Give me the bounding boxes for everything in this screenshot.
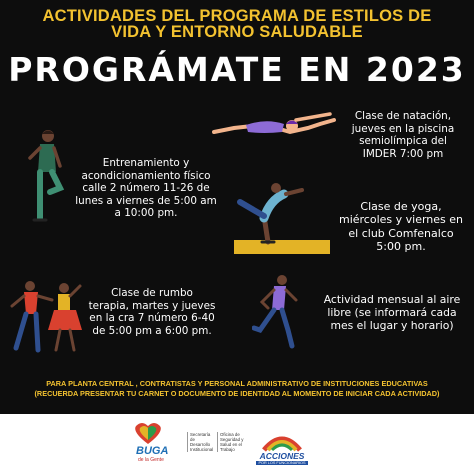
stretching-woman-illustration [26,126,66,224]
logo-divider [217,432,218,452]
monthly-line: libre (se informará cada [327,306,457,319]
header-line-2: VIDA Y ENTORNO SALUDABLE [111,23,363,41]
acciones-logo-text: ACCIONES [259,451,305,461]
gym-line: calle 2 número 11-26 de [82,182,210,195]
swimming-line: Clase de natación, [354,110,452,122]
page-title: PROGRÁMATE EN 2023 [8,50,466,89]
gym-line: lunes a viernes de 5:00 am [75,194,217,207]
swimming-info [338,110,468,160]
secretaria-logo-text: Secretaría de Desarrollo Institucional [190,432,214,452]
monthly-activity-info [314,293,470,332]
yoga-illustration [234,180,330,256]
gym-line: a 10:00 pm. [114,207,178,220]
footer-line-2: (RECUERDA PRESENTAR TU CARNET O DOCUMENTO DE IDENTIDAD AL MOMENTO DE INICIAR CADA ACTIVIDAD) [34,388,440,398]
oficina-logo-text: Oficina de Seguridad y Salud en el Trabajo [220,432,244,452]
logo-bar [0,414,474,474]
rumba-info [82,287,222,337]
acciones-logo-subtext: POR LOS FUNCIONARIOS [256,461,308,465]
yoga-line: miércoles y viernes en [338,213,464,227]
footer-note [0,379,474,398]
rumba-line: terapia, martes y jueves [88,299,216,312]
gym-line: acondicionamiento físico [81,169,211,182]
swimmer-illustration [212,112,336,142]
swimming-line: jueves en la piscina [351,122,455,135]
rumba-line: en la cra 7 número 6-40 [89,312,215,325]
program-header [0,8,474,40]
yoga-line: Clase de yoga, [360,200,442,213]
footer-line-1: PARA PLANTA CENTRAL , CONTRATISTAS Y PERSONAL ADMINISTRATIVO DE INSTITUCIONES EDUCATIVAS [46,379,428,388]
monthly-line: Actividad mensual al aire [323,293,461,306]
dancing-couple-illustration [8,278,84,358]
swimming-line: IMDER 7:00 pm [362,147,444,160]
yoga-line: el club Comfenalco [348,226,454,240]
yoga-line: 5:00 pm. [376,240,426,254]
rumba-line: de 5:00 pm a 6:00 pm. [92,324,212,337]
header-line-1: ACTIVIDADES DEL PROGRAMA DE ESTILOS DE [42,7,432,25]
buga-logo-text: BUGA [136,445,169,457]
runner-illustration [252,272,302,352]
rumba-line: Clase de rumbo [111,287,193,299]
swimming-line: semiolímpica del [359,135,447,148]
yoga-info [330,200,472,254]
monthly-line: mes el lugar y horario) [330,319,454,332]
gym-line: Entrenamiento y [102,157,190,169]
logo-divider [187,432,188,452]
buga-logo-subtext: de la Gente [138,457,164,463]
gym-info [66,157,226,220]
